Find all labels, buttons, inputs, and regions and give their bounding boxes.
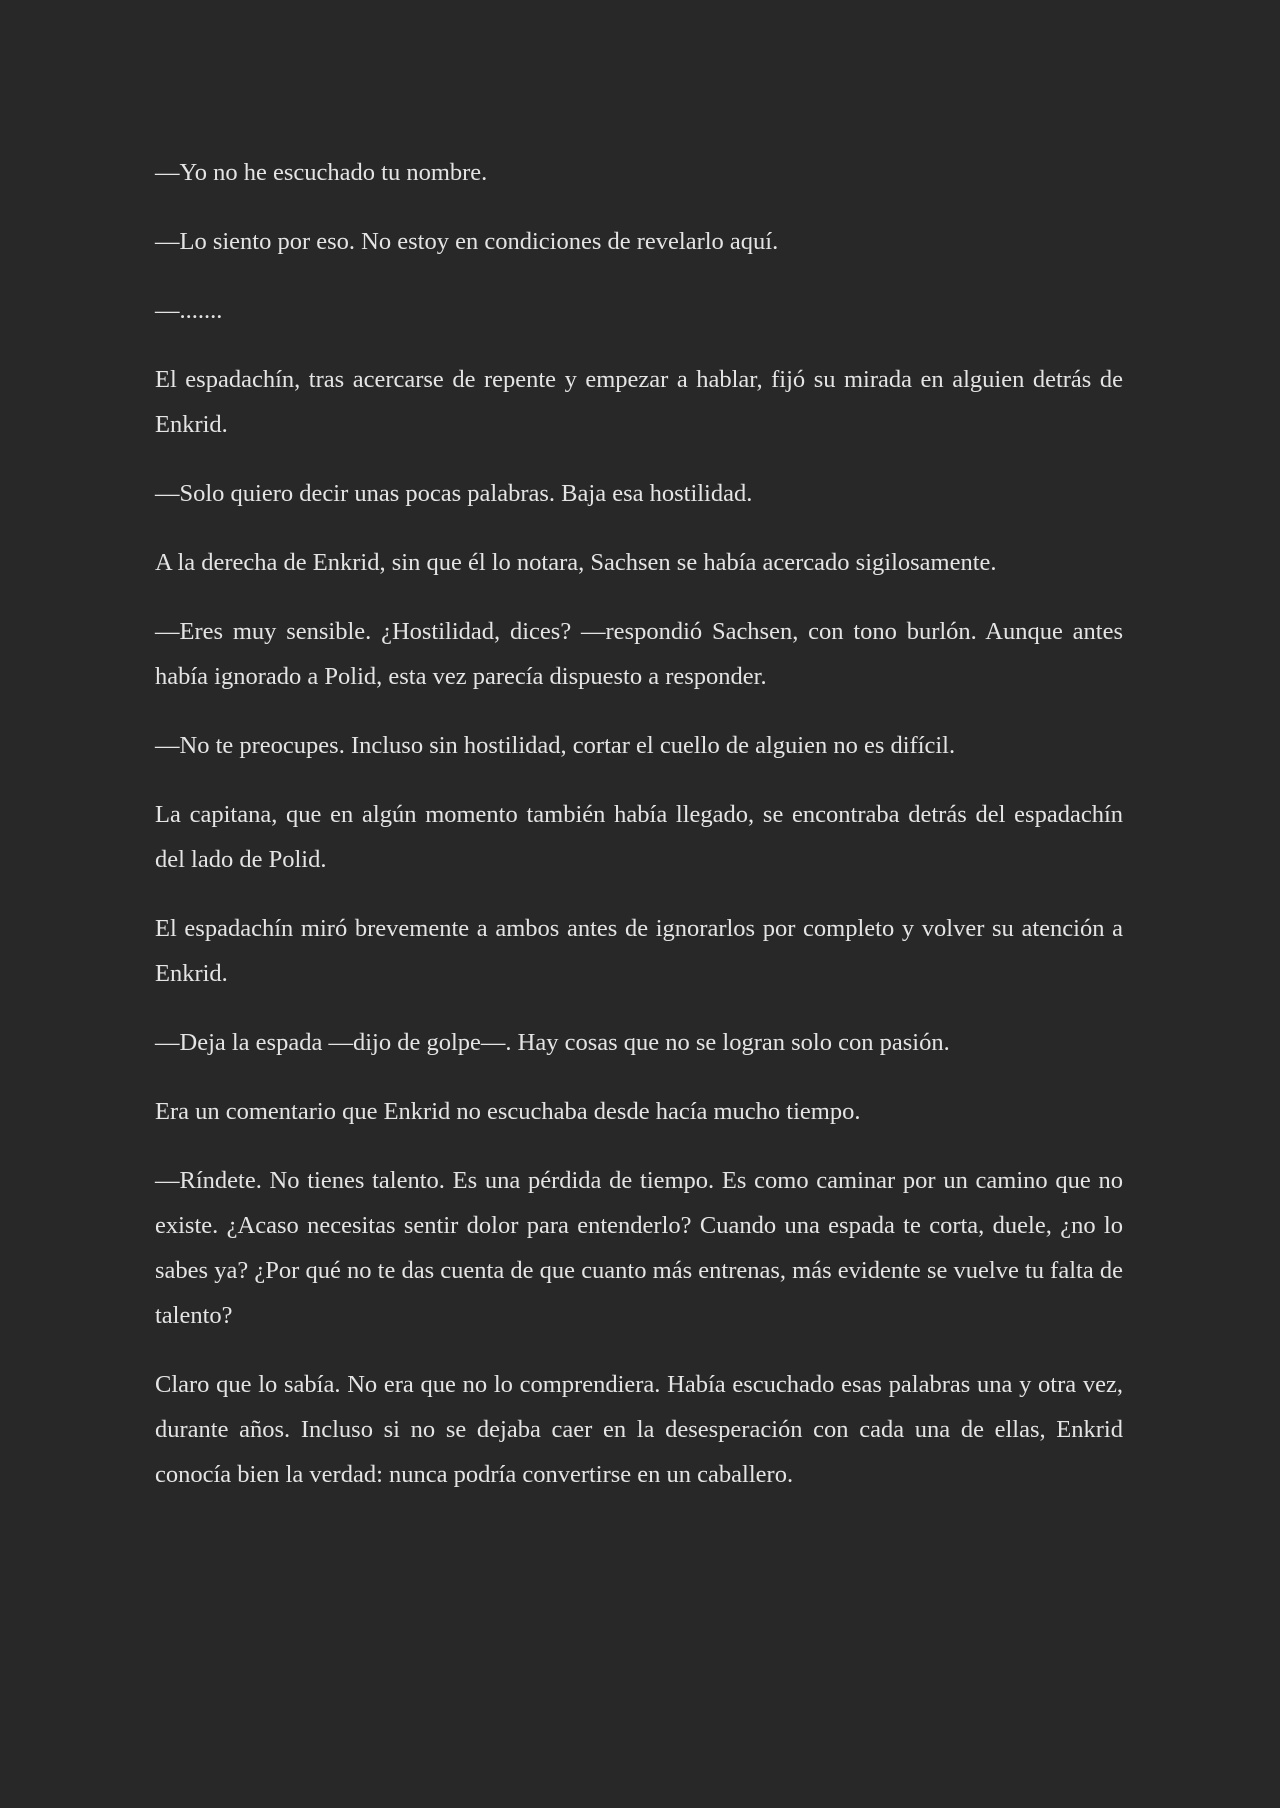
paragraph: —Deja la espada —dijo de golpe—. Hay cosas que no se logran solo con pasión.	[155, 1029, 950, 1056]
paragraph: El espadachín miró brevemente a ambos antes de ignorarlos por completo y volver su atención a Enkrid.	[155, 915, 1123, 987]
chapter-text	[155, 150, 1123, 1497]
paragraph: —Yo no he escuchado tu nombre.	[155, 159, 488, 186]
paragraph: —Eres muy sensible. ¿Hostilidad, dices? —respondió Sachsen, con tono burlón. Aunque antes había ignorado a Polid, esta vez parecía dispuesto a responder.	[155, 618, 1123, 690]
paragraph: —No te preocupes. Incluso sin hostilidad, cortar el cuello de alguien no es difícil.	[155, 732, 956, 759]
paragraph: Era un comentario que Enkrid no escuchaba desde hacía mucho tiempo.	[155, 1098, 861, 1125]
paragraph: —Ríndete. No tienes talento. Es una pérdida de tiempo. Es como caminar por un camino que no existe. ¿Acaso necesitas sentir dolor para entenderlo? Cuando una espada te corta, duele, ¿no lo sabes ya? ¿Por qué no te das cuenta de que cuanto más entrenas, más evidente se vuelve tu falta de talento?	[155, 1167, 1123, 1329]
paragraph: —.......	[155, 297, 223, 324]
paragraph: —Solo quiero decir unas pocas palabras. Baja esa hostilidad.	[155, 480, 753, 507]
paragraph: Claro que lo sabía. No era que no lo comprendiera. Había escuchado esas palabras una y otra vez, durante años. Incluso si no se dejaba caer en la desesperación con cada una de ellas, Enkrid conocía bien la verdad: nunca podría convertirse en un caballero.	[155, 1371, 1123, 1488]
paragraph: El espadachín, tras acercarse de repente y empezar a hablar, fijó su mirada en alguien detrás de Enkrid.	[155, 366, 1123, 438]
paragraph: La capitana, que en algún momento también había llegado, se encontraba detrás del espadachín del lado de Polid.	[155, 801, 1123, 873]
paragraph: —Lo siento por eso. No estoy en condiciones de revelarlo aquí.	[155, 228, 779, 255]
paragraph: A la derecha de Enkrid, sin que él lo notara, Sachsen se había acercado sigilosamente.	[155, 549, 997, 576]
